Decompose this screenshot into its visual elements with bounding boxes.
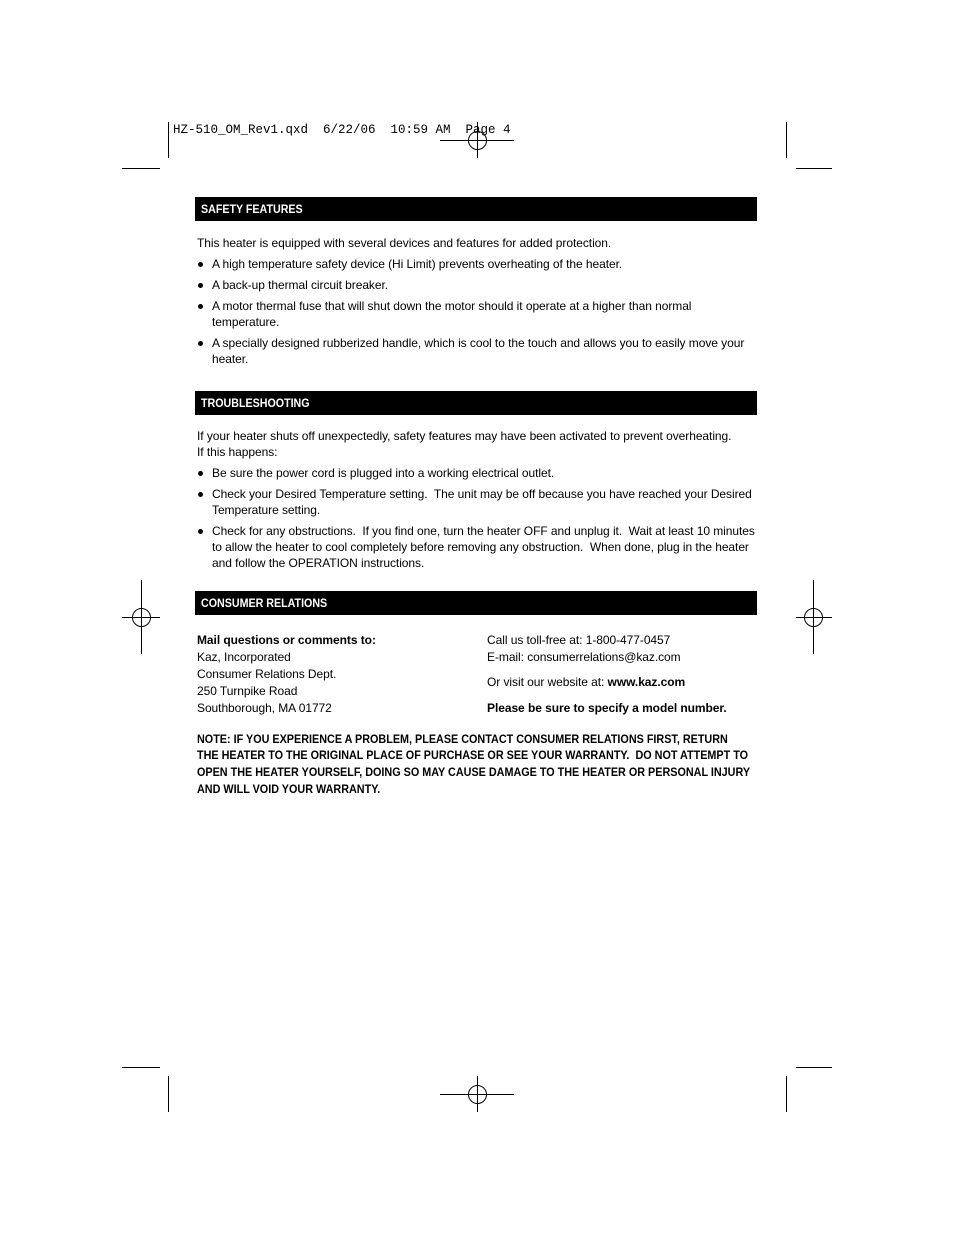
consumer-relations-section xyxy=(195,591,757,717)
text-line: Check for any obstructions. If you find one, turn the heater OFF and unplug it. Wait at least 10 minutes xyxy=(212,524,755,538)
text-line: Check your Desired Temperature setting. The unit may be off because you have reached your Desired xyxy=(212,487,752,501)
bullet-icon xyxy=(198,304,203,309)
address-line: Southborough, MA 01772 xyxy=(197,700,332,715)
contact-info-block xyxy=(487,632,757,717)
section-title: TROUBLESHOOTING xyxy=(201,396,310,410)
note-line: OPEN THE HEATER YOURSELF, DOING SO MAY CAUSE DAMAGE TO THE HEATER OR PERSONAL INJURY xyxy=(197,765,751,779)
note-line: NOTE: IF YOU EXPERIENCE A PROBLEM, PLEASE CONTACT CONSUMER RELATIONS FIRST, RETURN xyxy=(197,731,728,746)
section-title: SAFETY FEATURES xyxy=(201,202,303,216)
list-item xyxy=(197,523,757,571)
text-line: If your heater shuts off unexpectedly, safety features may have been activated to prevent overheating. xyxy=(197,429,732,443)
bullet-icon xyxy=(198,471,203,476)
address-line: 250 Turnpike Road xyxy=(197,683,298,698)
section-body xyxy=(195,428,757,571)
crop-mark-top-right xyxy=(787,122,833,169)
address-line: Kaz, Incorporated xyxy=(197,649,291,664)
section-header-bar xyxy=(195,197,757,221)
list-item xyxy=(197,465,757,481)
registration-mark-left xyxy=(122,580,160,654)
text-line: and follow the OPERATION instructions. xyxy=(212,556,425,570)
website-line xyxy=(487,674,757,691)
text-line: A specially designed rubberized handle, which is cool to the touch and allows you to easily move your xyxy=(212,336,745,350)
list-item xyxy=(197,298,757,330)
text-line: Temperature setting. xyxy=(212,503,321,517)
bullet-icon xyxy=(198,529,203,534)
note-line: AND WILL VOID YOUR WARRANTY. xyxy=(197,781,381,796)
section-body xyxy=(195,235,757,367)
text-line: This heater is equipped with several devices and features for added protection. xyxy=(197,236,612,250)
website-label: Or visit our website at: xyxy=(487,674,605,689)
intro-paragraph xyxy=(197,428,757,460)
phone-line: Call us toll-free at: 1-800-477-0457 xyxy=(487,632,671,647)
crop-mark-top-left xyxy=(122,122,169,169)
address-line: Consumer Relations Dept. xyxy=(197,666,337,681)
text-line: Be sure the power cord is plugged into a working electrical outlet. xyxy=(212,466,555,480)
troubleshooting-section xyxy=(195,391,757,571)
section-title: CONSUMER RELATIONS xyxy=(201,596,328,610)
bullet-icon xyxy=(198,262,203,267)
text-line: A back-up thermal circuit breaker. xyxy=(212,278,389,292)
list-item xyxy=(197,335,757,367)
registration-circle xyxy=(133,609,151,627)
list-item xyxy=(197,277,757,293)
text-line: If this happens: xyxy=(197,445,278,459)
safety-features-section xyxy=(195,197,757,367)
note-line: THE HEATER TO THE ORIGINAL PLACE OF PURCHASE OR SEE YOUR WARRANTY. DO NOT ATTEMPT TO xyxy=(197,748,749,763)
text-line: to allow the heater to cool completely before removing any obstruction. When done, plug in the heater xyxy=(212,540,749,554)
crop-mark-bottom-right xyxy=(787,1068,833,1113)
text-line: temperature. xyxy=(212,315,280,329)
contact-columns xyxy=(195,632,757,717)
intro-paragraph xyxy=(197,235,757,251)
section-header-bar xyxy=(195,591,757,615)
text-line: A motor thermal fuse that will shut down the motor should it operate at a higher than normal xyxy=(212,299,692,313)
list-item xyxy=(197,256,757,272)
bullet-icon xyxy=(198,341,203,346)
list-item xyxy=(197,486,757,518)
bullet-icon xyxy=(198,492,203,497)
model-number-note: Please be sure to specify a model number. xyxy=(487,700,727,715)
registration-mark-bottom xyxy=(440,1076,514,1112)
website-url: www.kaz.com xyxy=(607,674,686,689)
text-line: A high temperature safety device (Hi Limit) prevents overheating of the heater. xyxy=(212,257,623,271)
bullet-icon xyxy=(198,283,203,288)
email-line: E-mail: consumerrelations@kaz.com xyxy=(487,649,681,664)
warranty-note xyxy=(197,731,755,798)
mail-heading: Mail questions or comments to: xyxy=(197,632,376,647)
registration-circle xyxy=(805,609,823,627)
text-line: heater. xyxy=(212,352,249,366)
print-slug: HZ-510_OM_Rev1.qxd 6/22/06 10:59 AM Page 4 xyxy=(173,123,511,137)
registration-mark-right xyxy=(796,580,832,654)
section-header-bar xyxy=(195,391,757,415)
crop-mark-bottom-left xyxy=(122,1068,169,1113)
mailing-address-block xyxy=(197,632,487,717)
registration-circle xyxy=(469,1086,487,1104)
